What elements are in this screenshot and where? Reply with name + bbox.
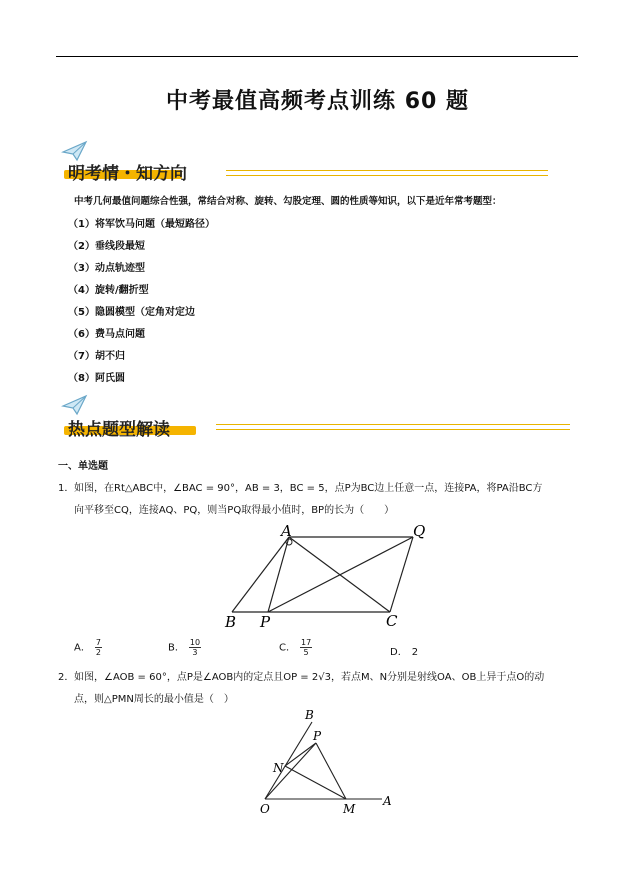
question-text: 点，则△PMN周长的最小值是（ ） bbox=[74, 694, 234, 705]
list-item: （8）阿氏圆 bbox=[68, 373, 125, 384]
list-item: （4）旋转/翻折型 bbox=[68, 285, 149, 296]
point-label: P bbox=[313, 729, 322, 743]
option-b[interactable]: B． $\frac{10}{3}$ bbox=[168, 638, 201, 657]
question-text: 如图，∠AOB = 60°，点P是∠AOB内的定点且OP = 2√3，若点M、N分别是射线OA、OB上异于点O的动 bbox=[74, 672, 545, 683]
intro-text: 中考几何最值问题综合性强，常结合对称、旋转、勾股定理、圆的性质等知识，以下是近年常考题型： bbox=[74, 196, 502, 207]
part-label: 一、单选题 bbox=[58, 461, 108, 472]
question-text: 如图，在Rt△ABC中，∠BAC = 90°，AB = 3，BC = 5，点P为BC边上任意一点，连接PA，将PA沿BC方 bbox=[74, 483, 543, 494]
divider-line bbox=[226, 170, 548, 176]
list-item: （6）费马点问题 bbox=[68, 329, 145, 340]
point-label: B bbox=[305, 708, 314, 722]
point-label: O bbox=[260, 802, 270, 816]
point-label: P bbox=[260, 613, 271, 631]
top-rule bbox=[56, 56, 578, 57]
option-c[interactable]: C． $\frac{17}{5}$ bbox=[279, 638, 312, 657]
point-label: B bbox=[225, 613, 237, 631]
paper-plane-icon bbox=[62, 394, 88, 416]
point-label: N bbox=[273, 761, 284, 775]
option-d[interactable]: D． 2 bbox=[390, 647, 419, 658]
list-item: （5）隐圆模型（定角对定边 bbox=[68, 307, 195, 318]
point-label: Q bbox=[413, 522, 426, 540]
question-text: 向平移至CQ，连接AQ、PQ，则当PQ取得最小值时，BP的长为（ ） bbox=[74, 505, 395, 516]
point-label: A bbox=[281, 522, 292, 540]
section-title-2: 热点题型解读 bbox=[68, 420, 170, 440]
section-title-1: 明考情・知方向 bbox=[68, 164, 187, 184]
question-number: 2． bbox=[58, 672, 75, 683]
point-label: C bbox=[386, 612, 398, 630]
question-number: 1． bbox=[58, 483, 75, 494]
option-a[interactable]: A． $\frac{7}{2}$ bbox=[74, 638, 101, 657]
list-item: （2）垂线段最短 bbox=[68, 241, 145, 252]
point-label: M bbox=[343, 802, 356, 816]
page-title: 中考最值高频考点训练 60 题 bbox=[166, 89, 469, 114]
divider-line bbox=[216, 424, 570, 430]
list-item: （3）动点轨迹型 bbox=[68, 263, 145, 274]
list-item: （7）胡不归 bbox=[68, 351, 125, 362]
q2-figure bbox=[0, 705, 635, 815]
q1-figure bbox=[0, 520, 635, 640]
point-label: A bbox=[383, 794, 392, 808]
list-item: （1）将军饮马问题（最短路径） bbox=[68, 219, 215, 230]
